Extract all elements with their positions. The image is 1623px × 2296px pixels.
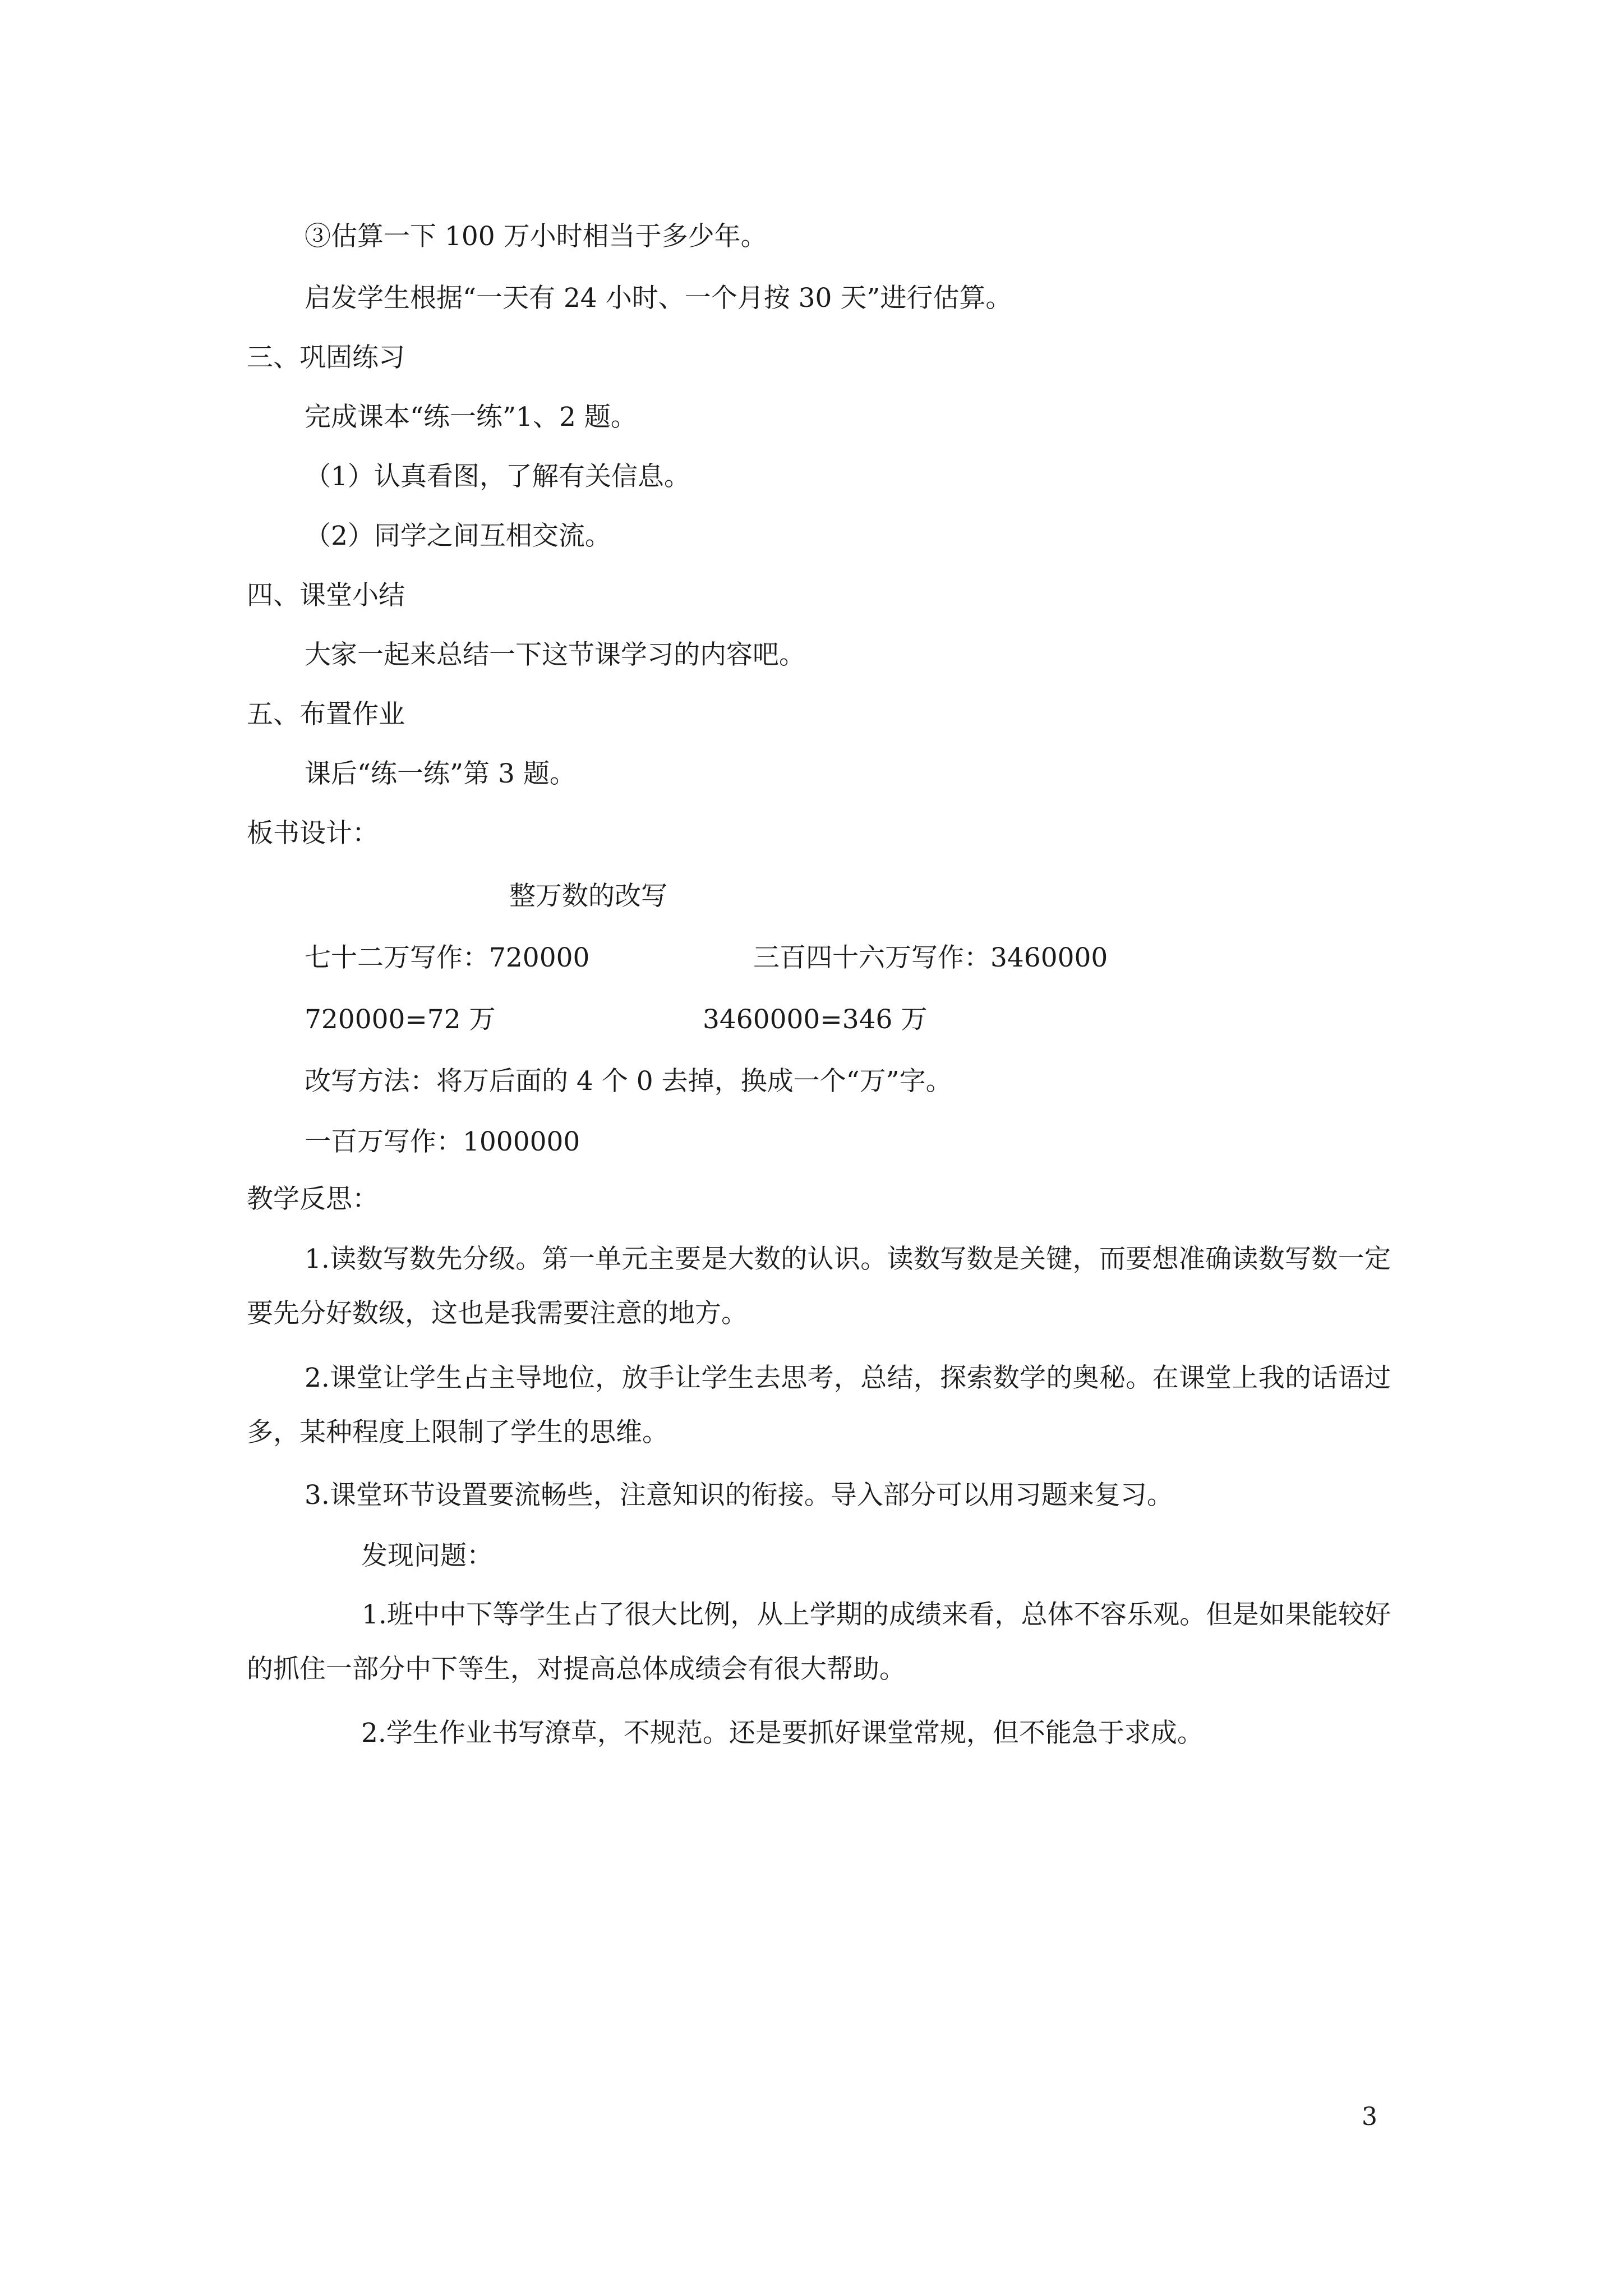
text-line: （2）同学之间互相交流。 — [305, 521, 611, 551]
text-line: ③估算一下 100 万小时相当于多少年。 — [305, 221, 767, 252]
text-line: 大家一起来总结一下这节课学习的内容吧。 — [305, 639, 805, 670]
section-heading: 五、布置作业 — [247, 699, 405, 730]
reflection-paragraph: 1.读数写数先分级。第一单元主要是大数的认识。读数写数是关键，而要想准确读数写数一定要先分好数级，这也是我需要注意的地方。 — [247, 1244, 1391, 1329]
reflection-label: 教学反思： — [247, 1184, 379, 1214]
text-line: 课后“练一练”第 3 题。 — [305, 758, 576, 789]
board-row-left: 七十二万写作：720000 — [305, 942, 590, 973]
reflection-paragraph: 3.课堂环节设置要流畅些，注意知识的衔接。导入部分可以用习题来复习。 — [305, 1480, 1173, 1511]
board-million: 一百万写作：1000000 — [305, 1126, 580, 1157]
board-method: 改写方法：将万后面的 4 个 0 去掉，换成一个“万”字。 — [305, 1066, 952, 1097]
board-row-right: 三百四十六万写作：3460000 — [753, 942, 1108, 973]
reflection-paragraph: 2.课堂让学生占主导地位，放手让学生去思考，总结，探索数学的奥秘。在课堂上我的话语过多，某种程度上限制了学生的思维。 — [247, 1363, 1391, 1448]
text-line: 启发学生根据“一天有 24 小时、一个月按 30 天”进行估算。 — [305, 283, 1012, 314]
text-line: （1）认真看图，了解有关信息。 — [305, 461, 690, 492]
board-title: 整万数的改写 — [509, 881, 667, 912]
board-design-label: 板书设计： — [247, 818, 379, 849]
text-line: 完成课本“练一练”1、2 题。 — [305, 402, 637, 432]
board-row-left: 720000=72 万 — [305, 1004, 496, 1035]
problem-paragraph: 2.学生作业书写潦草，不规范。还是要抓好课堂常规，但不能急于求成。 — [361, 1718, 1204, 1749]
page-number: 3 — [1362, 2102, 1377, 2131]
problem-paragraph: 1.班中中下等学生占了很大比例，从上学期的成绩来看，总体不容乐观。但是如果能较好的抓住一部分中下等生，对提高总体成绩会有很大帮助。 — [247, 1599, 1391, 1685]
board-row-right: 3460000=346 万 — [703, 1004, 928, 1035]
problems-label: 发现问题： — [361, 1540, 493, 1571]
section-heading: 三、巩固练习 — [247, 342, 405, 373]
section-heading: 四、课堂小结 — [247, 580, 405, 611]
